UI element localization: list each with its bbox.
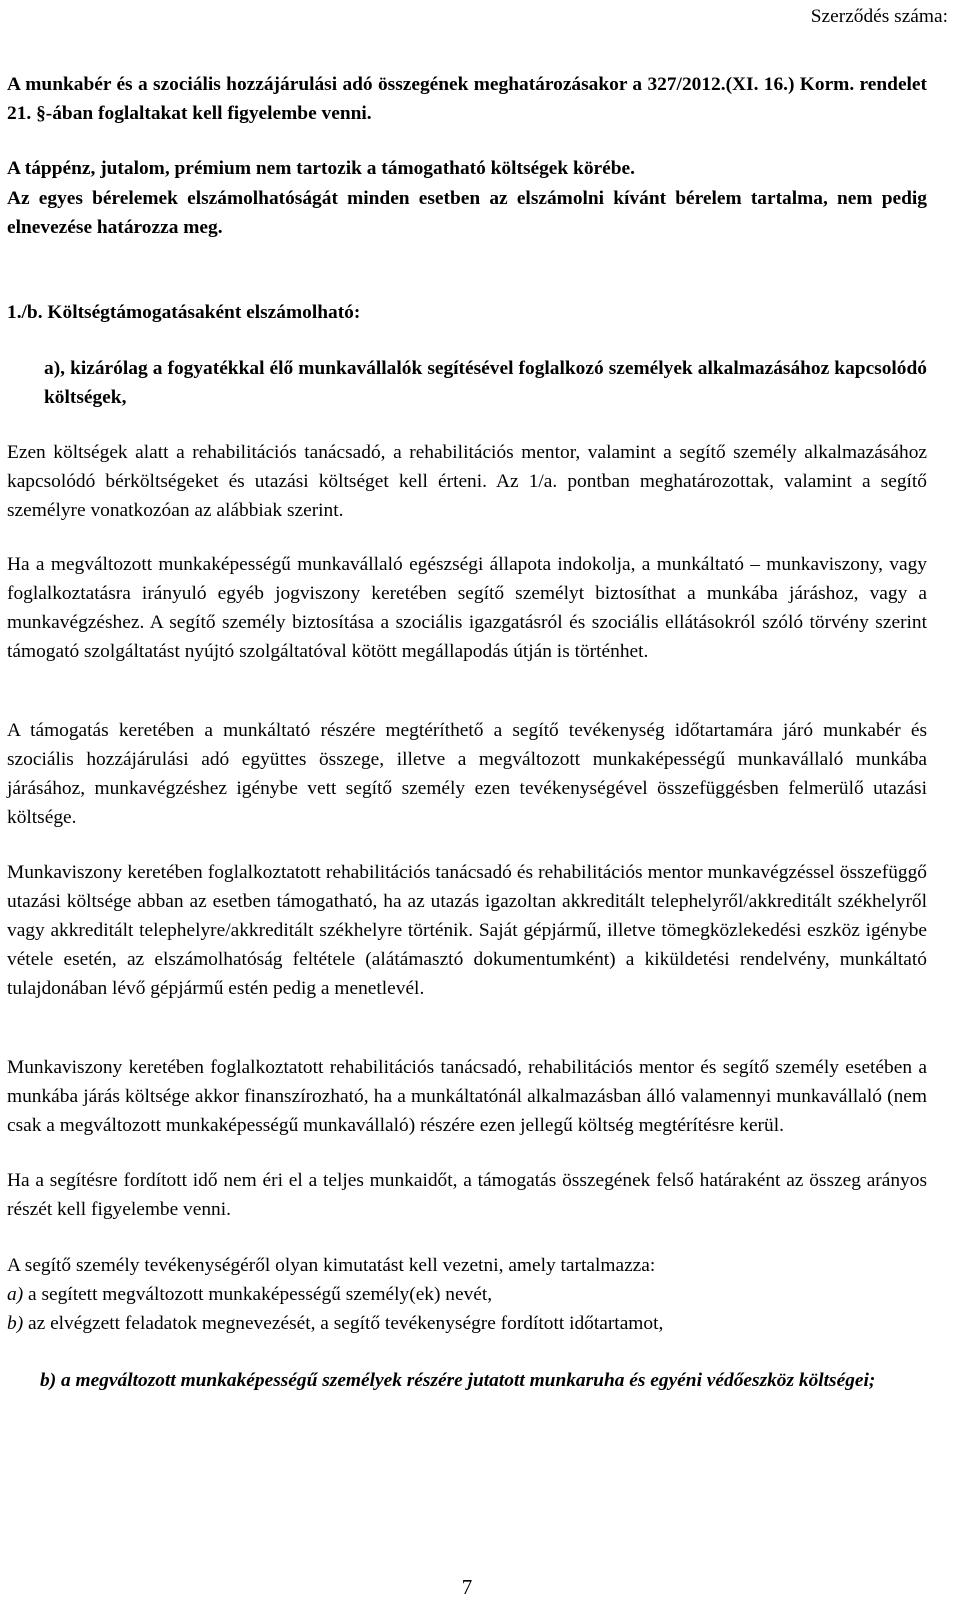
record-item-a-label: a) (7, 1284, 24, 1305)
item-b-heading: b) a megváltozott munkaképességű személyek részére jutatott munkaruha és egyéni védőeszköz költségei; (40, 1370, 876, 1391)
paragraph-costs-definition: Ezen költségek alatt a rehabilitációs tanácsadó, a rehabilitációs mentor, valamint a segítő személy alkalmazásához kapcsolódó bérköltségeket és utazási költséget kell érteni. Az 1/a. pontban meghatározottak, valamint a segítő személyre vonatkozóan az alábbiak szerint. (7, 442, 927, 521)
paragraph-partial-time: Ha a segítésre fordított idő nem éri el a teljes munkaidőt, a támogatás összegének felső határaként az összeg arányos részét kell figyelembe venni. (7, 1170, 927, 1220)
record-item-a (7, 1280, 927, 1309)
record-item-b-text: az elvégzett feladatok megnevezését, a segítő tevékenységre fordított időtartamot, (23, 1313, 664, 1334)
paragraph-helper-person: Ha a megváltozott munkaképességű munkavállaló egészségi állapota indokolja, a munkáltató – munkaviszony, vagy foglalkoztatásra irányuló egyéb jogviszony keretében segítő személyt biztosíthat a munkába járáshoz, vagy a munkavégzéshez. A segítő személy biztosítása a szociális igazgatásról és szociális ellátásokról szóló törvény szerint támogató szolgáltatást nyújtó szolgáltatóval kötött megállapodás útján is történhet. (7, 554, 927, 662)
section-heading: 1./b. Költségtámogatásaként elszámolható: (7, 302, 361, 323)
paragraph-wage-rules: A munkabér és a szociális hozzájárulási adó összegének meghatározásakor a 327/2012.(XI. 16.) Korm. rendelet 21. §-ában foglaltakat kell figyelembe venni. (7, 74, 927, 124)
paragraph-commuting-costs: Munkaviszony keretében foglalkoztatott rehabilitációs tanácsadó, rehabilitációs mentor és segítő személy esetében a munkába járás költsége akkor finanszírozható, ha a munkáltatónál alkalmazásban álló valamennyi munkavállaló (nem csak a megváltozott munkaképességű munkavállaló) részére ezen jellegű költség megtérítésre kerül. (7, 1057, 927, 1136)
paragraph-reimbursement: A támogatás keretében a munkáltató részére megtéríthető a segítő tevékenység időtartamára járó munkabér és szociális hozzájárulási adó együttes összege, illetve a megváltozott munkaképességű munkavállaló munkába járásához, munkavégzéshez igénybe vett segítő személy ezen tevékenységével összefüggésben felmerülő utazási költsége. (7, 720, 927, 828)
contract-number-label: Szerződés száma: (810, 6, 948, 27)
page-number: 7 (461, 1575, 473, 1599)
record-item-b (7, 1309, 927, 1338)
paragraph-wage-elements: Az egyes bérelemek elszámolhatóságát minden esetben az elszámolni kívánt bérelem tartalma, nem pedig elnevezése határozza meg. (7, 188, 927, 238)
record-intro: A segítő személy tevékenységéről olyan kimutatást kell vezetni, amely tartalmazza: (7, 1255, 656, 1276)
record-item-b-label: b) (7, 1313, 24, 1334)
paragraph-sick-pay: A táppénz, jutalom, prémium nem tartozik a támogatható költségek körébe. (7, 158, 635, 179)
item-a-heading: a), kizárólag a fogyatékkal élő munkavállalók segítésével foglalkozó személyek alkalmazásához kapcsolódó költségek, (44, 358, 927, 408)
record-requirements (7, 1251, 927, 1338)
record-item-a-text: a segített megváltozott munkaképességű személy(ek) nevét, (23, 1284, 493, 1305)
paragraph-travel-costs: Munkaviszony keretében foglalkoztatott rehabilitációs tanácsadó és rehabilitációs mentor munkavégzéssel összefüggő utazási költsége abban az esetben támogatható, ha az utazás igazoltan akkreditált telephelyről/akkreditált székhelyről vagy akkreditált telephelyre/akkreditált székhelyre történik. Saját gépjármű, illetve tömegközlekedési eszköz igénybe vétele esetén, az elszámolhatóság feltétele (alátámasztó dokumentumként) a kiküldetési rendelvény, munkáltató tulajdonában lévő gépjármű estén pedig a menetlevél. (7, 862, 927, 999)
